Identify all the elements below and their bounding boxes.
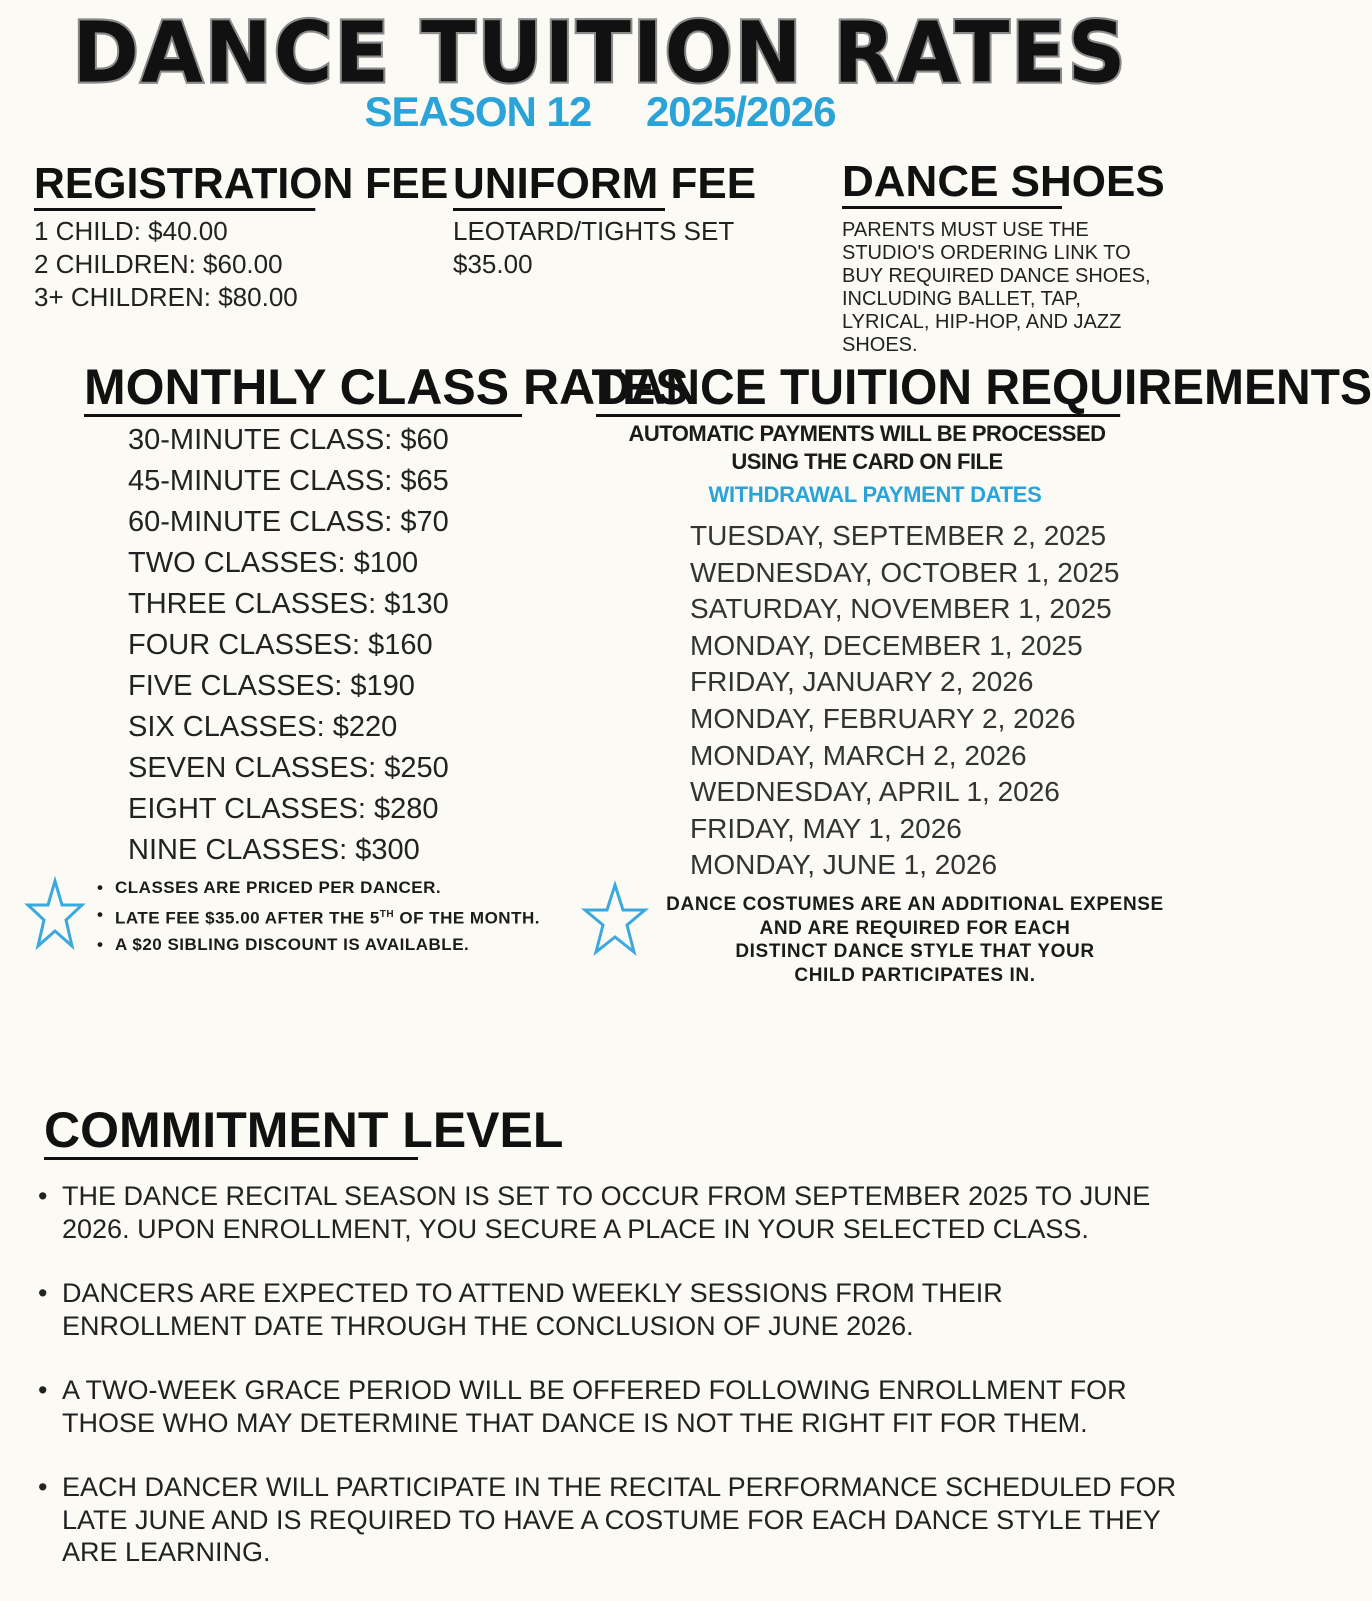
commitment-item: • A TWO-WEEK GRACE PERIOD WILL BE OFFERED FOLLOWING ENROLLMENT FOR THOSE WHO MAY DETERMINE THAT DANCE IS NOT THE RIGHT FIT FOR THEM. xyxy=(36,1374,1186,1439)
registration-line: 1 CHILD: $40.00 xyxy=(34,216,228,246)
uniform-line: LEOTARD/TIGHTS SET xyxy=(453,216,735,246)
season-subtitle xyxy=(0,88,1200,136)
commitment-item: • THE DANCE RECITAL SEASON IS SET TO OCCUR FROM SEPTEMBER 2025 TO JUNE 2026. UPON ENROLLMENT, YOU SECURE A PLACE IN YOUR SELECTED CLASS. xyxy=(36,1180,1186,1245)
payment-date: MONDAY, JUNE 1, 2026 xyxy=(690,849,998,881)
payment-date: WEDNESDAY, APRIL 1, 2026 xyxy=(690,776,1060,808)
rate-item: 45-MINUTE CLASS: $65 xyxy=(128,465,449,497)
monthly-section xyxy=(84,359,689,417)
payment-date: FRIDAY, JANUARY 2, 2026 xyxy=(690,666,1034,698)
payment-date: MONDAY, MARCH 2, 2026 xyxy=(690,739,1027,771)
monthly-notes xyxy=(97,875,540,958)
registration-line: 3+ CHILDREN: $80.00 xyxy=(34,282,298,312)
auto-payment-line: AUTOMATIC PAYMENTS WILL BE PROCESSED xyxy=(628,421,1106,446)
costume-line: DANCE COSTUMES ARE AN ADDITIONAL EXPENSE xyxy=(666,894,1164,915)
registration-section xyxy=(34,159,449,314)
rate-item: FIVE CLASSES: $190 xyxy=(128,670,415,702)
uniform-list xyxy=(453,215,734,281)
note-item: • CLASSES ARE PRICED PER DANCER. xyxy=(97,875,540,902)
rate-item: SIX CLASSES: $220 xyxy=(128,711,398,743)
shoes-line: LYRICAL, HIP-HOP, AND JAZZ xyxy=(842,311,1122,333)
note-late-fee-end: OF THE MONTH. xyxy=(394,908,540,928)
note-item xyxy=(97,902,540,932)
star-icon xyxy=(26,878,84,950)
costume-line: AND ARE REQUIRED FOR EACH xyxy=(759,917,1071,939)
commitment-section xyxy=(44,1102,564,1160)
monthly-heading: MONTHLY CLASS RATES xyxy=(84,359,689,415)
note-item: • A $20 SIBLING DISCOUNT IS AVAILABLE. xyxy=(97,932,540,959)
commitment-item: • DANCERS ARE EXPECTED TO ATTEND WEEKLY SESSIONS FROM THEIR ENROLLMENT DATE THROUGH THE CONCLUSION OF JUNE 2026. xyxy=(36,1277,1186,1342)
registration-line: 2 CHILDREN: $60.00 xyxy=(34,249,283,279)
rate-item: NINE CLASSES: $300 xyxy=(128,834,420,866)
shoes-line: BUY REQUIRED DANCE SHOES, xyxy=(842,265,1151,287)
dates-heading: WITHDRAWAL PAYMENT DATES xyxy=(708,482,1042,507)
note-superscript: TH xyxy=(379,908,395,920)
uniform-line: $35.00 xyxy=(453,249,533,279)
rate-item: 60-MINUTE CLASS: $70 xyxy=(128,506,449,538)
rate-item: FOUR CLASSES: $160 xyxy=(128,629,433,661)
payment-date: SATURDAY, NOVEMBER 1, 2025 xyxy=(690,593,1112,625)
shoes-line: STUDIO'S ORDERING LINK TO xyxy=(842,242,1131,264)
payment-date: FRIDAY, MAY 1, 2026 xyxy=(690,812,962,844)
commitment-heading: COMMITMENT LEVEL xyxy=(44,1102,564,1158)
rate-item: EIGHT CLASSES: $280 xyxy=(128,793,439,825)
shoes-line: INCLUDING BALLET, TAP, xyxy=(842,288,1081,310)
star-icon xyxy=(582,882,648,956)
season-label: SEASON 12 xyxy=(364,88,592,135)
note-late-fee: LATE FEE $35.00 AFTER THE 5 xyxy=(115,908,380,928)
shoes-section xyxy=(842,157,1182,357)
rate-item: SEVEN CLASSES: $250 xyxy=(128,752,449,784)
page-title: DANCE TUITION RATES xyxy=(72,3,1128,102)
auto-payment-note xyxy=(620,420,1114,476)
requirements-section xyxy=(596,359,1372,417)
costume-note xyxy=(660,893,1170,987)
shoes-heading: DANCE SHOES xyxy=(842,160,1062,209)
costume-line: CHILD PARTICIPATES IN. xyxy=(794,964,1036,986)
rate-item: TWO CLASSES: $100 xyxy=(128,547,419,579)
shoes-text xyxy=(842,219,1182,357)
monthly-rates-list xyxy=(128,420,449,871)
payment-date: MONDAY, DECEMBER 1, 2025 xyxy=(690,629,1083,661)
shoes-line: SHOES. xyxy=(842,334,918,356)
registration-list xyxy=(34,215,324,314)
rate-item: 30-MINUTE CLASS: $60 xyxy=(128,424,449,456)
requirements-heading: DANCE TUITION REQUIREMENTS xyxy=(596,359,1372,415)
auto-payment-line: USING THE CARD ON FILE xyxy=(731,449,1003,474)
payment-dates-list xyxy=(690,518,1120,884)
commitment-list xyxy=(36,1180,1186,1601)
payment-date: MONDAY, FEBRUARY 2, 2026 xyxy=(690,702,1076,734)
payment-date: WEDNESDAY, OCTOBER 1, 2025 xyxy=(690,556,1120,588)
uniform-heading: UNIFORM FEE xyxy=(453,162,665,211)
costume-line: DISTINCT DANCE STYLE THAT YOUR xyxy=(735,941,1095,962)
commitment-item: • EACH DANCER WILL PARTICIPATE IN THE RECITAL PERFORMANCE SCHEDULED FOR LATE JUNE AND IS REQUIRED TO HAVE A COSTUME FOR EACH DANCE STYLE THEY ARE LEARNING. xyxy=(36,1471,1186,1569)
registration-heading: REGISTRATION FEE xyxy=(34,162,315,211)
payment-date: TUESDAY, SEPTEMBER 2, 2025 xyxy=(690,520,1107,551)
uniform-section xyxy=(453,159,757,281)
season-years: 2025/2026 xyxy=(645,88,836,135)
rate-item: THREE CLASSES: $130 xyxy=(128,588,449,620)
shoes-line: PARENTS MUST USE THE xyxy=(842,219,1089,241)
